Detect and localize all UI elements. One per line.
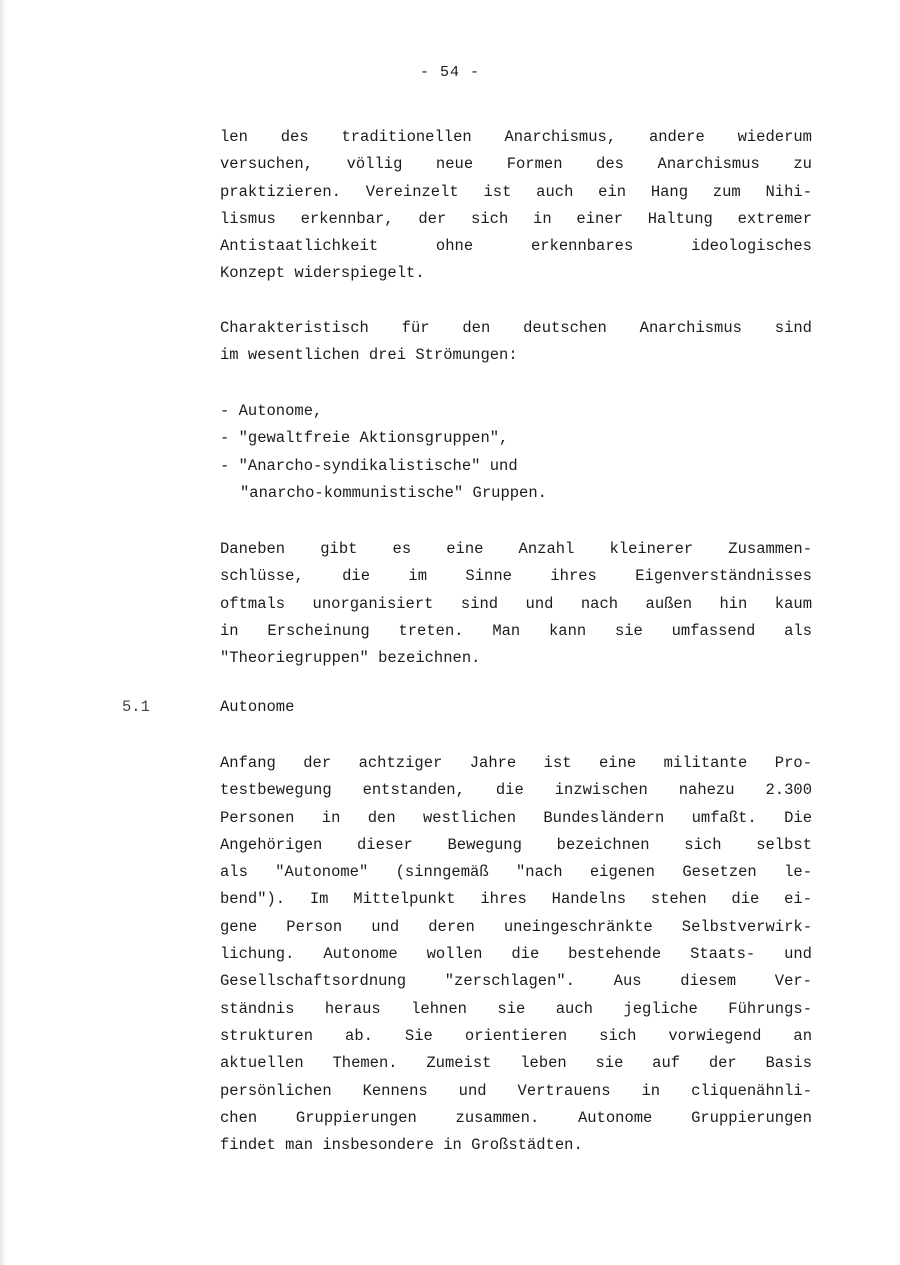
text-line: bend"). Im Mittelpunkt ihres Handelns stehen die ei- [220, 890, 812, 909]
text-line: Konzept widerspiegelt. [220, 264, 425, 283]
text-line: Antistaatlichkeit ohne erkennbares ideologisches [220, 237, 812, 256]
text-line: Gesellschaftsordnung "zerschlagen". Aus diesem Ver- [220, 972, 812, 991]
text-line: praktizieren. Vereinzelt ist auch ein Hang zum Nihi- [220, 182, 812, 201]
text-line: ständnis heraus lehnen sie auch jegliche Führungs- [220, 999, 812, 1018]
text-line: "Theoriegruppen" bezeichnen. [220, 649, 481, 668]
list-item-continuation: "anarcho-kommunistische" Gruppen. [240, 483, 547, 502]
text-line: versuchen, völlig neue Formen des Anarchismus zu [220, 155, 812, 174]
text-line: Charakteristisch für den deutschen Anarchismus sind [220, 319, 812, 337]
text-line: Personen in den westlichen Bundesländern umfaßt. Die [220, 808, 812, 827]
scan-edge-shadow [0, 0, 6, 1265]
text-line: schlüsse, die im Sinne ihres Eigenverständnisses [220, 567, 812, 586]
paragraph-1 [220, 124, 812, 288]
paragraph-4 [220, 750, 812, 1159]
page-number: - 54 - [419, 64, 480, 81]
text-line: als "Autonome" (sinngemäß "nach eigenen Gesetzen le- [220, 863, 812, 882]
text-line: lismus erkennbar, der sich in einer Haltung extremer [220, 209, 812, 228]
text-line: gene Person und deren uneingeschränkte Selbstverwirk- [220, 917, 812, 936]
paragraph-2 [220, 315, 812, 370]
text-line: findet man insbesondere in Großstädten. [220, 1136, 583, 1155]
text-line: chen Gruppierungen zusammen. Autonome Gruppierungen [220, 1108, 812, 1127]
text-line: persönlichen Kennens und Vertrauens in cliquenähnli- [220, 1081, 812, 1100]
tendency-list [220, 398, 812, 507]
text-line: lichung. Autonome wollen die bestehende Staats- und [220, 945, 812, 964]
text-line: testbewegung entstanden, die inzwischen nahezu 2.300 [220, 781, 812, 800]
text-line: oftmals unorganisiert sind und nach außen hin kaum [220, 594, 812, 613]
section-number: 5.1 [122, 698, 150, 716]
text-line: in Erscheinung treten. Man kann sie umfassend als [220, 621, 812, 640]
paragraph-3 [220, 536, 812, 672]
list-item: - "gewaltfreie Aktionsgruppen", [220, 429, 509, 448]
text-line: Daneben gibt es eine Anzahl kleinerer Zusammen- [220, 540, 812, 558]
text-line: aktuellen Themen. Zumeist leben sie auf der Basis [220, 1054, 812, 1073]
text-line: im wesentlichen drei Strömungen: [220, 346, 518, 365]
text-line: strukturen ab. Sie orientieren sich vorwiegend an [220, 1026, 812, 1045]
text-line: Anfang der achtziger Jahre ist eine militante Pro- [220, 754, 812, 772]
section-title: Autonome [220, 698, 295, 716]
list-item: - Autonome, [220, 402, 323, 420]
text-line: len des traditionellen Anarchismus, andere wiederum [220, 128, 812, 146]
list-item: - "Anarcho-syndikalistische" und [220, 456, 518, 475]
text-line: Angehörigen dieser Bewegung bezeichnen sich selbst [220, 835, 812, 854]
